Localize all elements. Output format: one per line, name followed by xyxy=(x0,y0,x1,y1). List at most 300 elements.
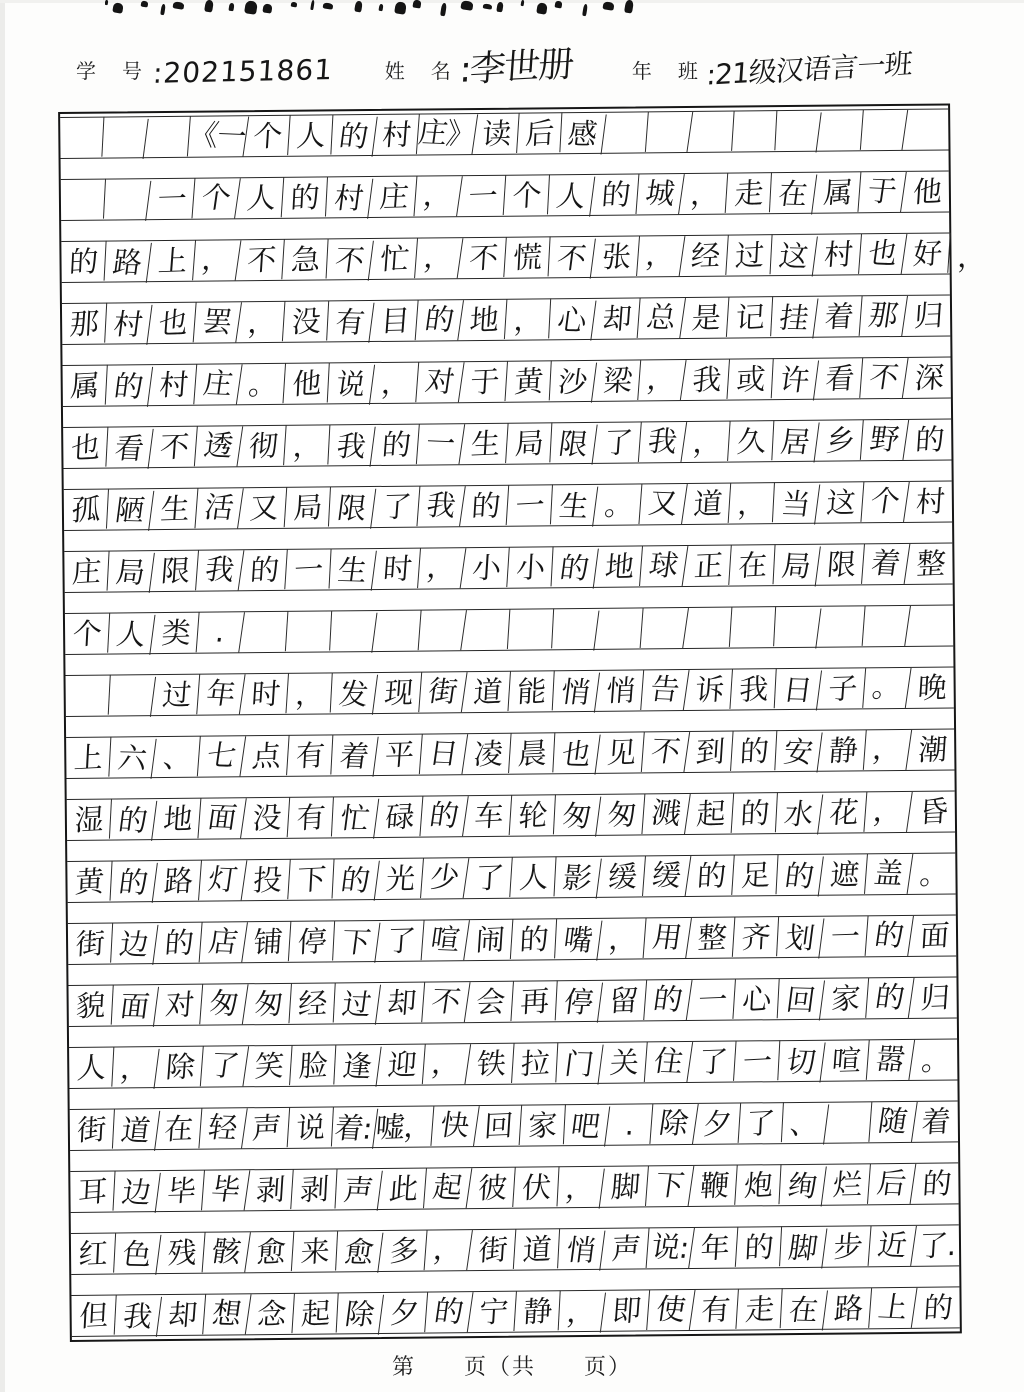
grid-cell: 张 xyxy=(593,236,640,277)
grid-cell: 心 xyxy=(548,300,597,341)
grid-cell: 我 xyxy=(731,668,778,710)
grid-cell: 没 xyxy=(283,300,330,342)
grid-cell: 悄 xyxy=(597,670,644,711)
grid-row xyxy=(60,108,948,159)
grid-cell: 念 xyxy=(248,1293,295,1335)
grid-cell: 深 xyxy=(913,360,944,396)
grid-cell: 地 xyxy=(596,546,643,587)
grid-cell xyxy=(907,605,954,647)
grid-cell: 家 xyxy=(822,978,869,1019)
grid-cell: 车 xyxy=(465,795,512,837)
grid-cell: 铺 xyxy=(244,921,291,963)
grid-cell: 的 xyxy=(415,298,465,340)
grid-cell: 于 xyxy=(857,170,907,212)
grid-cell: 毕 xyxy=(158,1170,205,1211)
grid-cell: 着 xyxy=(815,296,862,337)
grid-cell: ， xyxy=(729,482,776,524)
grid-cell: 炮 xyxy=(735,1164,782,1206)
grid-cell: 到 xyxy=(687,731,734,773)
grid-cell: 我 xyxy=(638,420,688,462)
grid-cell: 在 xyxy=(779,1289,828,1330)
grid-cell: 潮 xyxy=(916,732,948,768)
grid-cell: 《一 xyxy=(187,114,249,156)
grid-cell xyxy=(596,608,643,649)
stroke-mark xyxy=(378,4,383,12)
grid-cell: 经 xyxy=(682,235,729,277)
grid-cell: 在 xyxy=(769,173,818,214)
grid-cell: 剥 xyxy=(291,1168,338,1210)
grid-cell: 忙 xyxy=(331,798,380,839)
grid-cell: 下 xyxy=(288,858,335,900)
grid-cell: 的 xyxy=(922,1290,953,1326)
grid-cell: 不 xyxy=(460,237,507,279)
grid-cell: 生 xyxy=(462,423,509,465)
grid-cell: 匆 xyxy=(245,983,292,1025)
grid-cell: 一 xyxy=(821,916,868,957)
grid-cell: 的 xyxy=(643,978,693,1020)
grid-cell: 个 xyxy=(64,613,111,655)
grid-cell xyxy=(640,606,690,648)
student-id-value: :202151861 xyxy=(151,53,335,90)
grid-cell: 的 xyxy=(419,794,469,836)
grid-cell: 野 xyxy=(860,418,910,460)
grid-cell: 边 xyxy=(110,924,159,965)
grid-cell: 除 xyxy=(157,1046,204,1087)
grid-cell: ， xyxy=(599,918,646,959)
grid-cell: ， xyxy=(192,239,242,281)
grid-cell: 停 xyxy=(554,981,603,1022)
grid-cell: 诉 xyxy=(686,669,733,711)
grid-cell: 许 xyxy=(770,359,819,400)
grid-cell: 的 xyxy=(282,176,329,218)
grid-cell: 也 xyxy=(149,302,196,343)
grid-cell: 后 xyxy=(867,1162,917,1204)
grid-cell: 匆 xyxy=(598,794,645,835)
grid-cell: 晚 xyxy=(916,670,947,706)
grid-cell: 铁 xyxy=(468,1043,515,1085)
grid-cell: ， xyxy=(414,175,464,217)
grid-cell: 地 xyxy=(460,299,507,341)
grid-cell: 子 xyxy=(819,668,866,709)
grid-cell: ， xyxy=(556,1167,605,1208)
grid-cell: 此 xyxy=(380,1168,427,1209)
grid-cell: 烂 xyxy=(824,1164,871,1205)
grid-cell xyxy=(374,610,421,651)
grid-cell xyxy=(65,675,112,717)
grid-cell: 一 xyxy=(734,1040,781,1082)
grid-cell: 遮 xyxy=(821,854,868,895)
scan-edge xyxy=(0,0,5,1392)
grid-cell: 住 xyxy=(644,1040,694,1082)
grid-cell: 我 xyxy=(327,426,376,467)
grid-cell: 生 xyxy=(328,550,377,591)
grid-row xyxy=(71,1224,959,1275)
grid-cell: 类 xyxy=(152,612,199,653)
grid-cell xyxy=(773,607,822,648)
grid-cell: 的 xyxy=(913,422,945,458)
grid-cell xyxy=(241,611,288,653)
grid-cell: 着 xyxy=(861,542,911,584)
grid-cell: 除 xyxy=(649,1102,698,1144)
grid-cell xyxy=(463,609,510,651)
grid-cell: 人 xyxy=(288,114,333,156)
grid-row xyxy=(64,480,952,531)
grid-cell: . xyxy=(196,611,246,653)
grid-cell: 切 xyxy=(777,1041,826,1082)
grid-cell: 悄 xyxy=(557,1229,606,1270)
grid-cell: 的 xyxy=(104,366,153,407)
grid-cell: 那 xyxy=(61,303,108,345)
name-value: :李世册 xyxy=(457,44,574,91)
grid-cell: 着 xyxy=(330,736,379,777)
grid-cell: ， xyxy=(111,1048,160,1089)
grid-cell: 却 xyxy=(159,1294,206,1335)
grid-cell: 、 xyxy=(154,736,201,777)
grid-cell: 庄》 xyxy=(416,112,478,154)
grid-cell: 喧 xyxy=(421,918,471,960)
grid-cell: 的 xyxy=(592,174,639,215)
grid-cell: ， xyxy=(287,672,334,714)
stroke-mark xyxy=(536,2,548,14)
grid-cell: 嘴 xyxy=(554,919,603,960)
grid-cell: 整 xyxy=(688,917,735,959)
grid-cell: 道 xyxy=(464,671,511,713)
grid-cell: 溅 xyxy=(641,792,691,834)
grid-cell: 生 xyxy=(151,488,198,529)
grid-cell: 灯 xyxy=(198,859,248,901)
stroke-mark xyxy=(173,1,185,10)
stroke-mark xyxy=(412,0,421,9)
grid-cell: 他 xyxy=(911,174,942,210)
grid-row xyxy=(68,914,956,965)
grid-cell: 又 xyxy=(638,482,688,524)
page-footer-label: 第 页（共 页） xyxy=(391,1354,632,1379)
grid-row xyxy=(63,418,951,469)
grid-cell: 读 xyxy=(474,113,520,155)
grid-cell: 少 xyxy=(420,856,470,898)
grid-cell: 的 xyxy=(373,424,420,465)
grid-cell: 对 xyxy=(156,984,203,1025)
grid-cell: 、 xyxy=(780,1103,829,1144)
grid-cell: 后 xyxy=(517,112,562,154)
grid-cell: 整 xyxy=(915,546,946,582)
grid-cell: 对 xyxy=(415,360,465,402)
grid-cell: 不 xyxy=(238,239,285,281)
grid-cell: 影 xyxy=(553,857,602,898)
grid-cell: 不 xyxy=(547,238,596,279)
grid-cell: 看 xyxy=(816,358,863,399)
grid-cell xyxy=(862,604,912,646)
grid-cell: 红 xyxy=(70,1233,117,1275)
grid-cell: 一 xyxy=(507,484,554,526)
grid-cell: 个 xyxy=(860,480,910,522)
grid-cell: 耳 xyxy=(69,1171,116,1213)
grid-cell: 道 xyxy=(684,483,731,525)
stroke-mark xyxy=(521,0,525,6)
grid-cell: ， xyxy=(637,358,687,400)
grid-cell: 过 xyxy=(153,674,200,715)
grid-row xyxy=(70,1162,958,1213)
grid-cell: 一 xyxy=(285,548,332,590)
stroke-mark xyxy=(582,4,588,16)
grid-cell: 凌 xyxy=(465,733,512,775)
grid-cell: 一 xyxy=(148,178,195,219)
grid-cell: 告 xyxy=(640,668,690,710)
grid-cell: . xyxy=(606,1104,653,1145)
grid-cell: 村 xyxy=(815,234,862,275)
grid-cell xyxy=(329,612,378,653)
grid-cell: 时 xyxy=(242,673,289,715)
grid-cell: 不 xyxy=(641,730,691,772)
grid-cell: 的 xyxy=(60,241,107,283)
grid-cell xyxy=(904,109,950,151)
grid-cell: 人 xyxy=(510,856,557,898)
grid-cell: 用 xyxy=(643,916,693,958)
stroke-mark xyxy=(460,0,473,11)
grid-cell: 安 xyxy=(774,731,823,772)
grid-cell: 庄 xyxy=(63,551,110,593)
grid-cell: ， xyxy=(684,421,731,463)
grid-cell: 喧 xyxy=(823,1040,870,1081)
grid-cell: 彻 xyxy=(240,425,287,467)
grid-cell: 记 xyxy=(727,296,774,338)
grid-cell: 投 xyxy=(244,859,291,901)
grid-cell: 回 xyxy=(776,979,825,1020)
grid-cell: 色 xyxy=(113,1234,162,1275)
grid-cell: 归 xyxy=(912,298,944,334)
grid-cell: 在 xyxy=(156,1108,203,1149)
grid-cell: 声 xyxy=(602,1228,649,1269)
grid-cell: 居 xyxy=(771,421,820,462)
grid-cell: ， xyxy=(284,424,331,466)
grid-cell xyxy=(103,180,152,221)
grid-cell: 逢 xyxy=(333,1046,382,1087)
stroke-mark xyxy=(624,0,634,14)
grid-cell: 除 xyxy=(335,1294,384,1335)
grid-row xyxy=(67,790,955,841)
grid-cell: 他 xyxy=(284,362,331,404)
grid-cell xyxy=(145,116,191,157)
grid-cell: 梁 xyxy=(594,360,641,401)
grid-cell: 的 xyxy=(109,862,158,903)
grid-cell: 步 xyxy=(824,1226,871,1267)
grid-cell: 好 xyxy=(904,233,951,275)
grid-cell: 夕 xyxy=(694,1103,740,1145)
grid-cell: 说 xyxy=(326,364,375,405)
grid-cell xyxy=(508,608,555,650)
grid-cell xyxy=(685,607,732,649)
grid-cell: 上 xyxy=(149,240,196,281)
grid-cell: 个 xyxy=(192,177,242,219)
grid-cell: 小 xyxy=(507,546,554,588)
grid-cell xyxy=(774,111,822,152)
grid-cell: 着: xyxy=(330,1108,379,1149)
grid-cell: 匆 xyxy=(199,983,249,1025)
grid-cell: 迎 xyxy=(379,1044,426,1085)
grid-cell: 日 xyxy=(773,669,822,710)
grid-cell: 经 xyxy=(290,982,337,1024)
grid-row xyxy=(63,356,951,407)
grid-cell: 。 xyxy=(239,363,286,405)
grid-cell: 声 xyxy=(334,1170,383,1211)
stroke-mark xyxy=(204,0,214,13)
grid-cell: 心 xyxy=(734,978,781,1020)
grid-cell: 悄 xyxy=(551,672,600,713)
grid-cell: 回 xyxy=(475,1105,521,1147)
grid-cell: 见 xyxy=(598,732,645,773)
grid-cell: 轻 xyxy=(198,1107,247,1149)
grid-cell: 脸 xyxy=(290,1044,337,1086)
grid-cell: 门 xyxy=(555,1043,604,1084)
grid-cell: 局 xyxy=(106,552,155,593)
grid-cell: 面 xyxy=(197,797,247,839)
grid-cell: ， xyxy=(238,301,285,343)
grid-cell: 面 xyxy=(918,918,949,954)
grid-cell: 急 xyxy=(282,238,329,280)
grid-cell: 沙 xyxy=(548,362,597,403)
grid-cell: 晨 xyxy=(509,732,556,774)
grid-cell: 不 xyxy=(421,980,471,1022)
stroke-mark xyxy=(483,3,493,9)
class-value: :21级汉语言一班 xyxy=(705,47,913,92)
grid-cell: 的 xyxy=(109,800,158,841)
stroke-mark xyxy=(291,2,298,8)
stroke-mark xyxy=(105,0,108,5)
grid-cell: 地 xyxy=(154,798,201,839)
grid-cell: 孤 xyxy=(63,489,110,531)
grid-cell: 湿 xyxy=(66,799,113,841)
grid-cell: 这 xyxy=(817,482,864,523)
grid-cell: 村 xyxy=(104,304,153,345)
grid-cell: 毕 xyxy=(201,1169,251,1211)
grid-cell: 路 xyxy=(155,860,202,901)
grid-cell: 庄 xyxy=(370,176,417,217)
grid-cell: 路 xyxy=(825,1288,872,1329)
stroke-mark xyxy=(310,0,315,10)
grid-cell: 城 xyxy=(635,172,685,214)
grid-cell: 了. xyxy=(917,1227,957,1264)
grid-cell: 近 xyxy=(868,1224,918,1266)
grid-cell: ， xyxy=(505,298,552,340)
stroke-mark xyxy=(554,0,562,8)
grid-cell: 盖 xyxy=(864,852,914,894)
grid-cell: 这 xyxy=(769,235,818,276)
grid-cell: 过 xyxy=(332,984,381,1025)
grid-cell: 我 xyxy=(113,1296,162,1337)
stroke-mark xyxy=(496,2,503,13)
grid-cell: 没 xyxy=(243,797,290,839)
grid-cell: 起 xyxy=(293,1292,340,1334)
stroke-mark xyxy=(141,0,149,7)
grid-cell: 年 xyxy=(196,673,246,715)
grid-row xyxy=(66,728,954,779)
grid-cell: 我 xyxy=(416,484,466,526)
grid-cell: 限 xyxy=(818,544,865,585)
grid-cell: 的 xyxy=(331,860,380,901)
grid-cell: 村 xyxy=(150,364,197,405)
grid-cell: 局 xyxy=(285,486,332,528)
grid-cell: 属 xyxy=(62,365,109,407)
grid-cell: 了 xyxy=(738,1102,784,1144)
grid-cell: 七 xyxy=(197,735,247,777)
grid-cell: 却 xyxy=(378,982,425,1023)
grid-cell: 剥 xyxy=(247,1169,294,1211)
grid-cell: 平 xyxy=(376,734,423,775)
grid-cell: 年 xyxy=(691,1227,738,1269)
composition-sheet xyxy=(58,103,987,1342)
stroke-mark xyxy=(323,2,334,9)
grid-cell: 一 xyxy=(459,175,506,217)
grid-cell: 齐 xyxy=(733,916,780,958)
grid-cell: 留 xyxy=(600,980,647,1021)
grid-cell: 点 xyxy=(243,735,290,777)
grid-cell: 个 xyxy=(245,115,291,157)
grid-cell xyxy=(730,606,777,648)
grid-cell: 生 xyxy=(550,486,599,527)
grid-cell: 。 xyxy=(595,484,642,525)
grid-cell: 了 xyxy=(200,1045,250,1087)
grid-cell: 声 xyxy=(243,1107,289,1149)
grid-cell: 宁 xyxy=(470,1291,517,1333)
grid-cell: 笑 xyxy=(246,1045,293,1087)
grid-cell: 局 xyxy=(506,422,553,464)
grid-cell xyxy=(603,112,649,153)
grid-cell: 慌 xyxy=(504,236,551,278)
grid-cell xyxy=(418,608,468,650)
grid-cell: 足 xyxy=(732,854,779,896)
grid-cell: 绚 xyxy=(778,1165,827,1206)
cutoff-handwriting-strokes xyxy=(105,0,745,17)
grid-cell: 球 xyxy=(639,544,689,586)
grid-cell: 的 xyxy=(775,855,824,896)
grid-cell: 不 xyxy=(325,240,374,281)
grid-cell xyxy=(860,108,909,150)
grid-cell: 限 xyxy=(549,424,598,465)
grid-cell: 走 xyxy=(726,172,773,214)
grid-row xyxy=(69,1038,957,1089)
grid-cell: 在 xyxy=(729,544,776,586)
grid-cell: 彼 xyxy=(469,1167,516,1209)
grid-cell: ， xyxy=(557,1291,606,1332)
grid-cell: 罢 xyxy=(193,301,243,343)
grid-cell: 忙 xyxy=(371,238,418,279)
grid-cell: 的 xyxy=(865,976,915,1018)
stroke-mark xyxy=(160,4,166,15)
grid-cell: 想 xyxy=(202,1293,252,1335)
student-id-label: 学 号 xyxy=(76,61,145,83)
grid-cell: 有 xyxy=(287,734,334,776)
grid-cell: 但 xyxy=(71,1295,118,1337)
grid-cell: 划 xyxy=(776,917,825,958)
grid-cell: 嘘， xyxy=(374,1106,434,1148)
grid-cell xyxy=(286,610,333,652)
grid-cell: 起 xyxy=(423,1166,473,1208)
grid-cell: 当 xyxy=(772,483,821,524)
grid-cell: 过 xyxy=(726,234,773,276)
grid-cell: ， xyxy=(681,173,728,215)
grid-cell: 上 xyxy=(868,1286,918,1328)
grid-cell: 透 xyxy=(194,425,244,467)
grid-cell: 下 xyxy=(332,922,381,963)
grid-cell: 陋 xyxy=(106,490,155,531)
grid-cell: 现 xyxy=(375,672,422,713)
grid-cell: 能 xyxy=(509,670,556,712)
grid-cell xyxy=(101,118,149,159)
grid-cell xyxy=(645,110,694,152)
grid-cell: 活 xyxy=(194,487,244,529)
grid-cell: 总 xyxy=(637,296,687,338)
grid-cell: 是 xyxy=(682,297,729,339)
